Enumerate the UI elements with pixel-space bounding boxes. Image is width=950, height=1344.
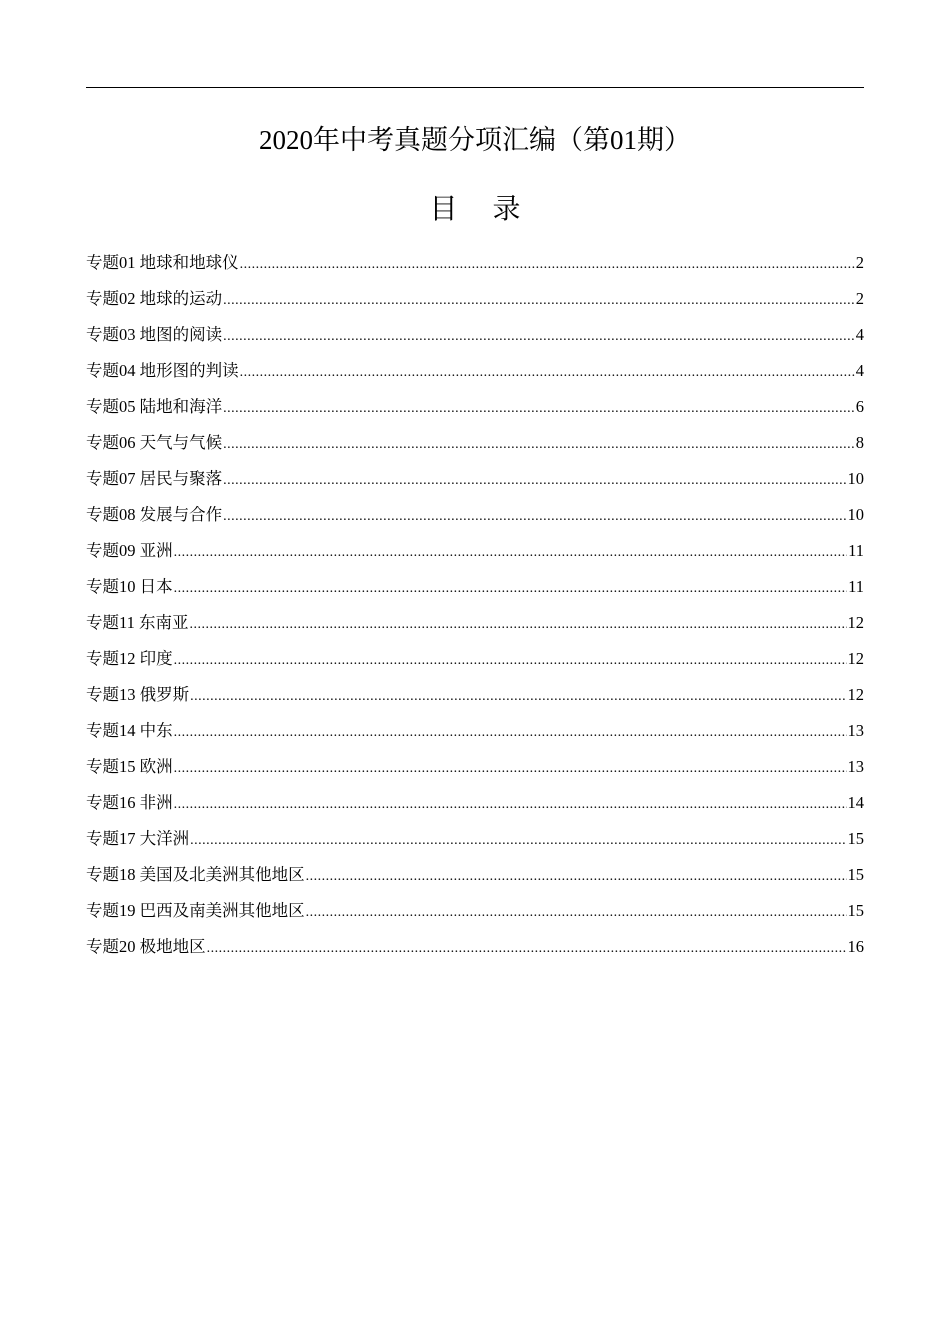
toc-entry-leader	[223, 463, 846, 499]
toc-entry-leader	[207, 931, 847, 967]
toc-entry-label: 专题01 地球和地球仪	[86, 253, 239, 272]
toc-entry-label: 专题10 日本	[86, 577, 173, 596]
toc-entry-page: 11	[848, 541, 864, 560]
toc-entry-page: 13	[847, 757, 864, 776]
toc-entry-page: 16	[847, 937, 864, 956]
toc-entry-leader	[223, 427, 855, 463]
toc-entry-page: 2	[855, 289, 864, 308]
toc-entry[interactable]	[86, 569, 864, 605]
toc-entry[interactable]	[86, 461, 864, 497]
toc-entry-page: 12	[847, 613, 864, 632]
toc-entry-leader	[223, 283, 855, 319]
toc-entry-leader	[174, 571, 847, 607]
toc-entry-page: 12	[847, 649, 864, 668]
toc-entry[interactable]	[86, 425, 864, 461]
toc-entry-leader	[174, 535, 847, 571]
toc-entry-label: 专题03 地图的阅读	[86, 325, 223, 344]
toc-entry-label: 专题14 中东	[86, 721, 173, 740]
toc-entry-label: 专题08 发展与合作	[86, 505, 223, 524]
toc-entry[interactable]	[86, 533, 864, 569]
toc-entry[interactable]	[86, 605, 864, 641]
toc-entry-page: 4	[855, 325, 864, 344]
toc-entry-label: 专题09 亚洲	[86, 541, 173, 560]
toc-entry-leader	[306, 895, 847, 931]
toc-entry-page: 8	[855, 433, 864, 452]
toc-entry[interactable]	[86, 353, 864, 389]
toc-entry-page: 10	[847, 469, 864, 488]
toc-entry-label: 专题04 地形图的判读	[86, 361, 239, 380]
toc-entry[interactable]	[86, 893, 864, 929]
toc-entry-leader	[223, 499, 846, 535]
document-title: 2020年中考真题分项汇编（第01期）	[259, 125, 691, 155]
toc-entry[interactable]	[86, 929, 864, 965]
toc-entry-leader	[306, 859, 847, 895]
toc-entry-label: 专题05 陆地和海洋	[86, 397, 223, 416]
toc-entry[interactable]	[86, 677, 864, 713]
toc-entry-label: 专题07 居民与聚落	[86, 469, 223, 488]
toc-entry[interactable]	[86, 713, 864, 749]
toc-entry[interactable]	[86, 641, 864, 677]
toc-entry-label: 专题11 东南亚	[86, 613, 189, 632]
toc-entry-leader	[174, 751, 847, 787]
toc-entry[interactable]	[86, 281, 864, 317]
toc-entry-leader	[174, 643, 847, 679]
toc-entry-page: 15	[847, 901, 864, 920]
toc-entry-label: 专题18 美国及北美洲其他地区	[86, 865, 305, 884]
toc-entry-page: 6	[855, 397, 864, 416]
toc-entry[interactable]	[86, 785, 864, 821]
toc-entry-page: 15	[847, 865, 864, 884]
toc-entry-page: 4	[855, 361, 864, 380]
toc-entry-label: 专题17 大洋洲	[86, 829, 190, 848]
toc-entry-leader	[223, 391, 855, 427]
toc-entry-leader	[240, 247, 855, 283]
toc-entry-page: 13	[847, 721, 864, 740]
toc-entry-leader	[240, 355, 855, 391]
toc-heading: 目 录	[429, 194, 535, 225]
toc-entry-label: 专题16 非洲	[86, 793, 173, 812]
toc-entry-leader	[174, 715, 847, 751]
toc-entry-page: 12	[847, 685, 864, 704]
toc-entry-leader	[190, 823, 846, 859]
toc-entry[interactable]	[86, 389, 864, 425]
toc-entry-label: 专题12 印度	[86, 649, 173, 668]
toc-entry-label: 专题02 地球的运动	[86, 289, 223, 308]
header-rule	[86, 87, 864, 88]
toc-entry-page: 11	[848, 577, 864, 596]
toc-entry-leader	[190, 607, 847, 643]
toc-entry-label: 专题13 俄罗斯	[86, 685, 190, 704]
toc-entry[interactable]	[86, 317, 864, 353]
toc-entry[interactable]	[86, 857, 864, 893]
toc-entry-label: 专题06 天气与气候	[86, 433, 223, 452]
toc-entry[interactable]	[86, 245, 864, 281]
toc-entry-label: 专题15 欧洲	[86, 757, 173, 776]
toc-entry-leader	[174, 787, 847, 823]
toc-entry-label: 专题19 巴西及南美洲其他地区	[86, 901, 305, 920]
toc-entry-leader	[223, 319, 855, 355]
table-of-contents	[86, 245, 864, 965]
toc-entry-label: 专题20 极地地区	[86, 937, 206, 956]
toc-entry-page: 10	[847, 505, 864, 524]
toc-entry[interactable]	[86, 749, 864, 785]
toc-entry[interactable]	[86, 497, 864, 533]
toc-entry-page: 15	[847, 829, 864, 848]
toc-entry-page: 14	[847, 793, 864, 812]
toc-entry-leader	[190, 679, 846, 715]
toc-entry[interactable]	[86, 821, 864, 857]
toc-entry-page: 2	[855, 253, 864, 272]
